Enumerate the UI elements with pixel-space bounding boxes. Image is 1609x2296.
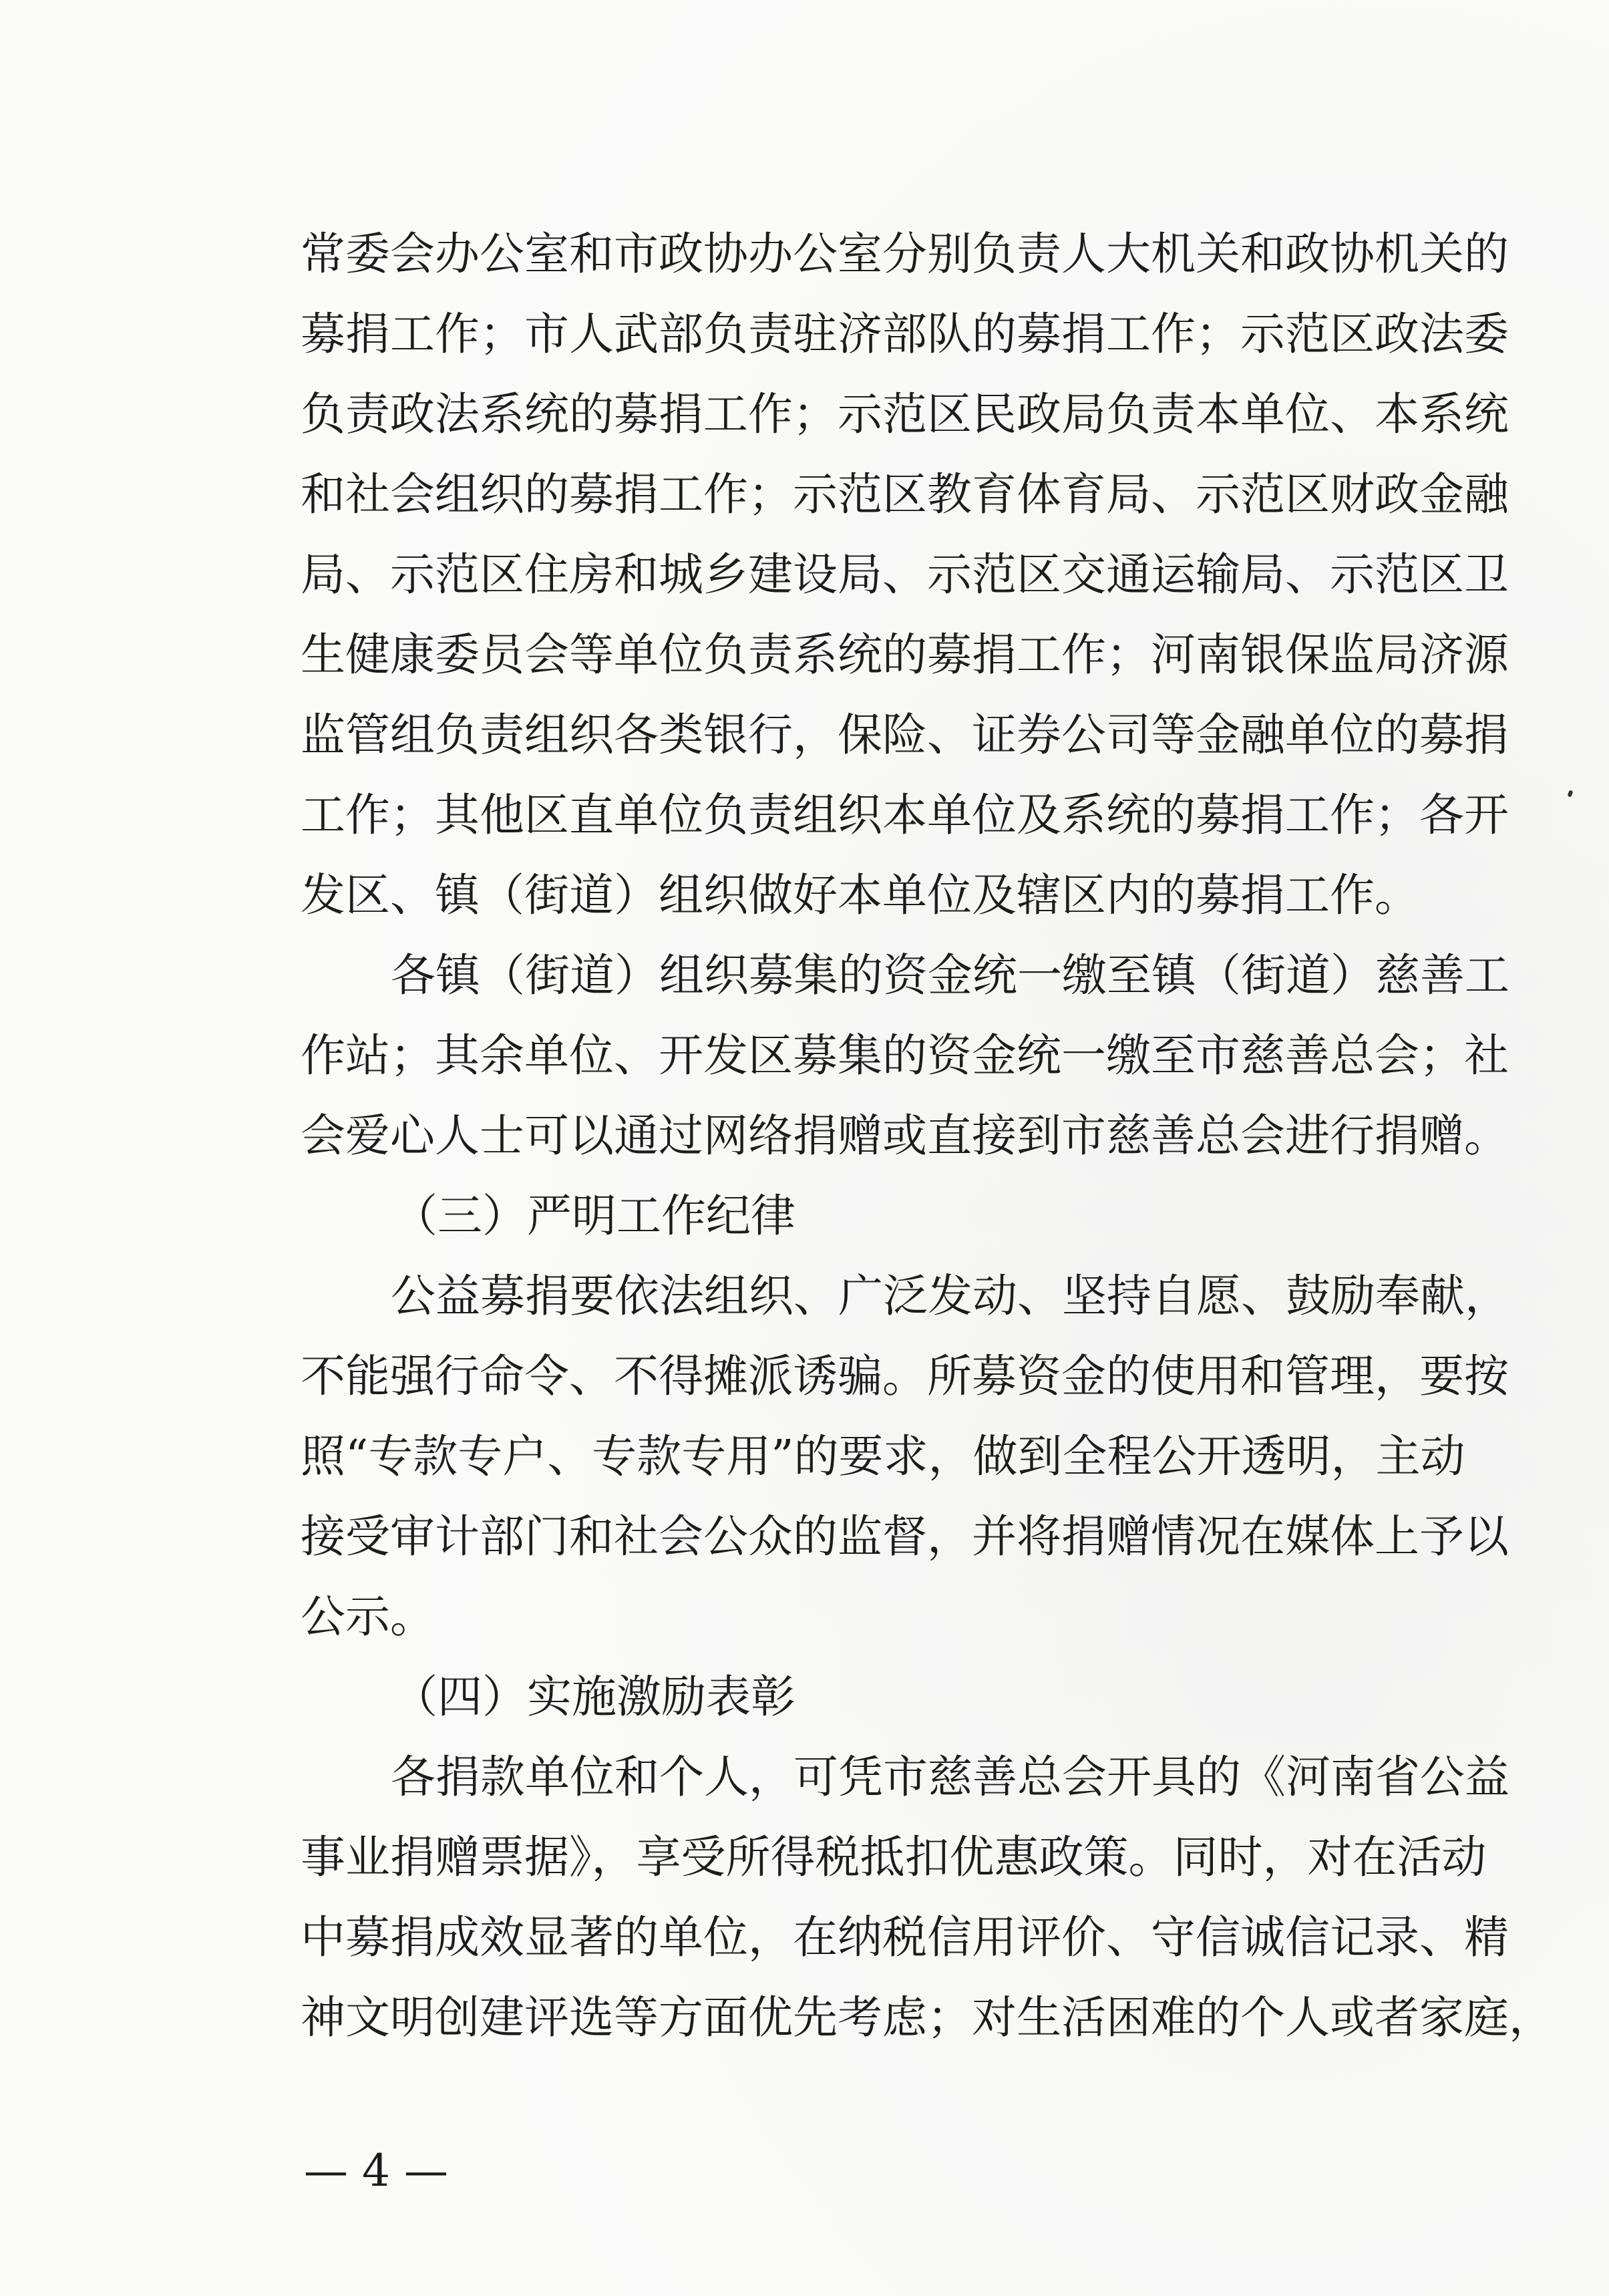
text-line: 和社会组织的募捐工作；示范区教育体育局、示范区财政金融 bbox=[301, 468, 1509, 520]
text-line: 作站；其余单位、开发区募集的资金统一缴至市慈善总会；社 bbox=[301, 1029, 1509, 1082]
section-heading: （四）实施激励表彰 bbox=[393, 1671, 795, 1723]
text-line: 各捐款单位和个人，可凭市慈善总会开具的《河南省公益 bbox=[391, 1751, 1509, 1803]
text-line: 常委会办公室和市政协办公室分别负责人大机关和政协机关的 bbox=[301, 228, 1509, 280]
text-line: 工作；其他区直单位负责组织本单位及系统的募捐工作；各开 bbox=[301, 789, 1509, 841]
text-line: 发区、镇（街道）组织做好本单位及辖区内的募捐工作。 bbox=[301, 869, 1419, 921]
text-line: 会爱心人士可以通过网络捐赠或直接到市慈善总会进行捐赠。 bbox=[301, 1110, 1509, 1162]
text-line: 中募捐成效显著的单位，在纳税信用评价、守信诚信记录、精 bbox=[301, 1911, 1509, 1963]
page-number: — 4 — bbox=[304, 2145, 448, 2196]
text-line: 公益募捐要依法组织、广泛发动、坚持自愿、鼓励奉献， bbox=[391, 1270, 1509, 1322]
text-line: 负责政法系统的募捐工作；示范区民政局负责本单位、本系统 bbox=[301, 388, 1509, 440]
scan-speck bbox=[1567, 790, 1573, 797]
text-line: 监管组负责组织各类银行，保险、证券公司等金融单位的募捐 bbox=[301, 709, 1509, 761]
text-line: 生健康委员会等单位负责系统的募捐工作；河南银保监局济源 bbox=[301, 629, 1509, 681]
text-line: 神文明创建评选等方面优先考虑；对生活困难的个人或者家庭， bbox=[301, 1991, 1554, 2043]
text-line: 事业捐赠票据》，享受所得税抵扣优惠政策。同时，对在活动 bbox=[301, 1831, 1487, 1883]
text-line: 接受审计部门和社会公众的监督，并将捐赠情况在媒体上予以 bbox=[301, 1510, 1509, 1563]
text-line: 各镇（街道）组织募集的资金统一缴至镇（街道）慈善工 bbox=[391, 949, 1509, 1001]
text-line: 不能强行命令、不得摊派诱骗。所募资金的使用和管理，要按 bbox=[301, 1350, 1509, 1402]
text-line: 公示。 bbox=[301, 1591, 435, 1643]
section-heading: （三）严明工作纪律 bbox=[393, 1190, 795, 1242]
text-line: 募捐工作；市人武部负责驻济部队的募捐工作；示范区政法委 bbox=[301, 308, 1509, 360]
text-line: 照“专款专户、专款专用”的要求，做到全程公开透明，主动 bbox=[301, 1430, 1465, 1482]
text-line: 局、示范区住房和城乡建设局、示范区交通运输局、示范区卫 bbox=[301, 548, 1509, 601]
